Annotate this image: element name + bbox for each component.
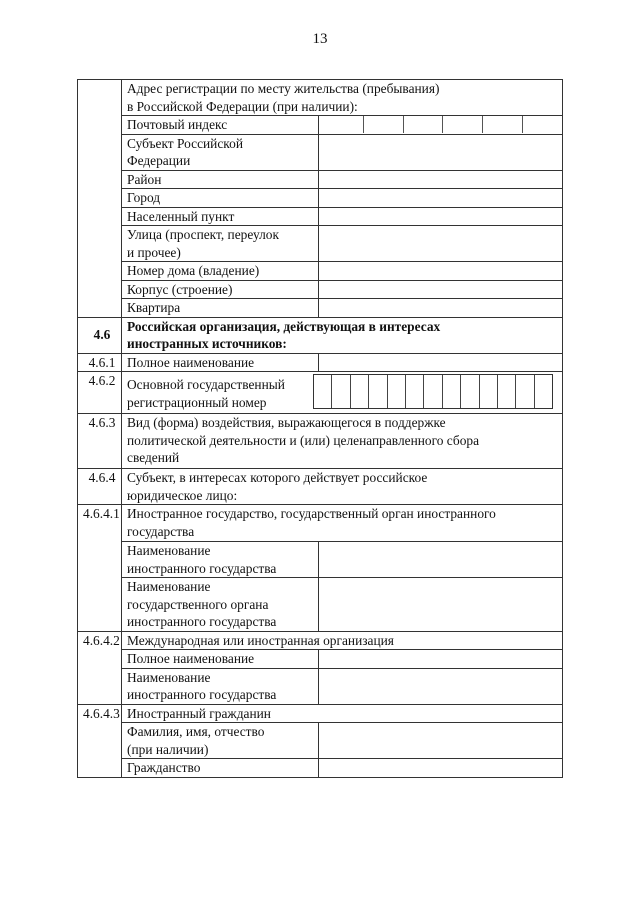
postal-index-digit-box[interactable] [482,116,522,133]
ogrn-digit-box[interactable] [460,375,478,408]
item-number-4-6-4-3: 4.6.4.3 [78,704,122,777]
apartment-label: Квартира [122,299,319,318]
ogrn-digit-box[interactable] [423,375,441,408]
item-number-4-6-4: 4.6.4 [78,469,122,505]
foreign-state-name-label: Наименование иностранного государства [122,542,319,578]
org-full-name-label: Полное наименование [122,650,319,669]
citizenship-input[interactable] [319,759,563,778]
foreign-citizen-heading: Иностранный гражданин [122,704,563,723]
citizen-full-name-label: Фамилия, имя, отчество (при наличии) [122,723,319,759]
ogrn-digit-box[interactable] [442,375,460,408]
org-state-name-label: Наименование иностранного государства [122,668,319,704]
district-label: Район [122,170,319,189]
foreign-state-body-input[interactable] [319,578,563,632]
house-number-input[interactable] [319,262,563,281]
city-label: Город [122,189,319,208]
foreign-state-heading: Иностранное государство, государственный орган иностранного государства [122,505,563,542]
district-input[interactable] [319,170,563,189]
city-input[interactable] [319,189,563,208]
apartment-input[interactable] [319,299,563,318]
ogrn-digit-box[interactable] [314,375,331,408]
ogrn-digit-box[interactable] [515,375,533,408]
section-number-4-6: 4.6 [78,317,122,353]
address-heading: Адрес регистрации по месту жительства (пребывания) в Российской Федерации (при наличии): [122,80,563,116]
ogrn-digit-box[interactable] [368,375,386,408]
item-number-4-6-1: 4.6.1 [78,353,122,372]
postal-index-digit-box[interactable] [442,116,482,133]
ogrn-cell [122,372,563,414]
ogrn-digit-box[interactable] [331,375,349,408]
org-full-name-input[interactable] [319,650,563,669]
ogrn-digit-box[interactable] [479,375,497,408]
region-input[interactable] [319,134,563,170]
item-number-4-6-3: 4.6.3 [78,414,122,469]
building-input[interactable] [319,280,563,299]
region-label: Субъект Российской Федерации [122,134,319,170]
postal-index-digit-box[interactable] [522,116,562,133]
ogrn-digit-box[interactable] [350,375,368,408]
org-state-name-input[interactable] [319,668,563,704]
item-number-4-6-2: 4.6.2 [78,372,122,414]
ogrn-label: Основной государственный регистрационный номер [127,377,285,410]
postal-index-input[interactable] [319,116,563,135]
postal-index-label: Почтовый индекс [122,116,319,135]
citizen-full-name-input[interactable] [319,723,563,759]
street-input[interactable] [319,226,563,262]
ogrn-digit-box[interactable] [405,375,423,408]
postal-index-digit-box[interactable] [403,116,443,133]
building-label: Корпус (строение) [122,280,319,299]
influence-type-text[interactable]: Вид (форма) воздействия, выражающегося в поддержке политической деятельности и (или) целенаправленного сбора сведений [122,414,563,469]
item-number-4-6-4-2: 4.6.4.2 [78,631,122,704]
foreign-state-name-input[interactable] [319,542,563,578]
page-number: 13 [312,31,328,47]
postal-index-digit-box[interactable] [363,116,403,133]
full-name-label: Полное наименование [122,353,319,372]
ogrn-digit-box[interactable] [534,375,552,408]
citizenship-label: Гражданство [122,759,319,778]
full-name-input[interactable] [319,353,563,372]
postal-index-digit-box[interactable] [324,116,363,133]
section-title-4-6: Российская организация, действующая в интересах иностранных источников: [122,317,563,353]
street-label: Улица (проспект, переулок и прочее) [122,226,319,262]
registration-form-table [77,79,563,778]
settlement-input[interactable] [319,207,563,226]
settlement-label: Населенный пункт [122,207,319,226]
ogrn-input[interactable] [313,374,553,409]
ogrn-digit-box[interactable] [387,375,405,408]
foreign-state-body-label: Наименование государственного органа иностранного государства [122,578,319,632]
house-number-label: Номер дома (владение) [122,262,319,281]
item-number-4-6-4-1: 4.6.4.1 [78,505,122,632]
address-number-cell [78,80,122,318]
beneficiary-subject-text: Субъект, в интересах которого действует российское юридическое лицо: [122,469,563,505]
ogrn-digit-box[interactable] [497,375,515,408]
international-org-heading: Международная или иностранная организация [122,631,563,650]
